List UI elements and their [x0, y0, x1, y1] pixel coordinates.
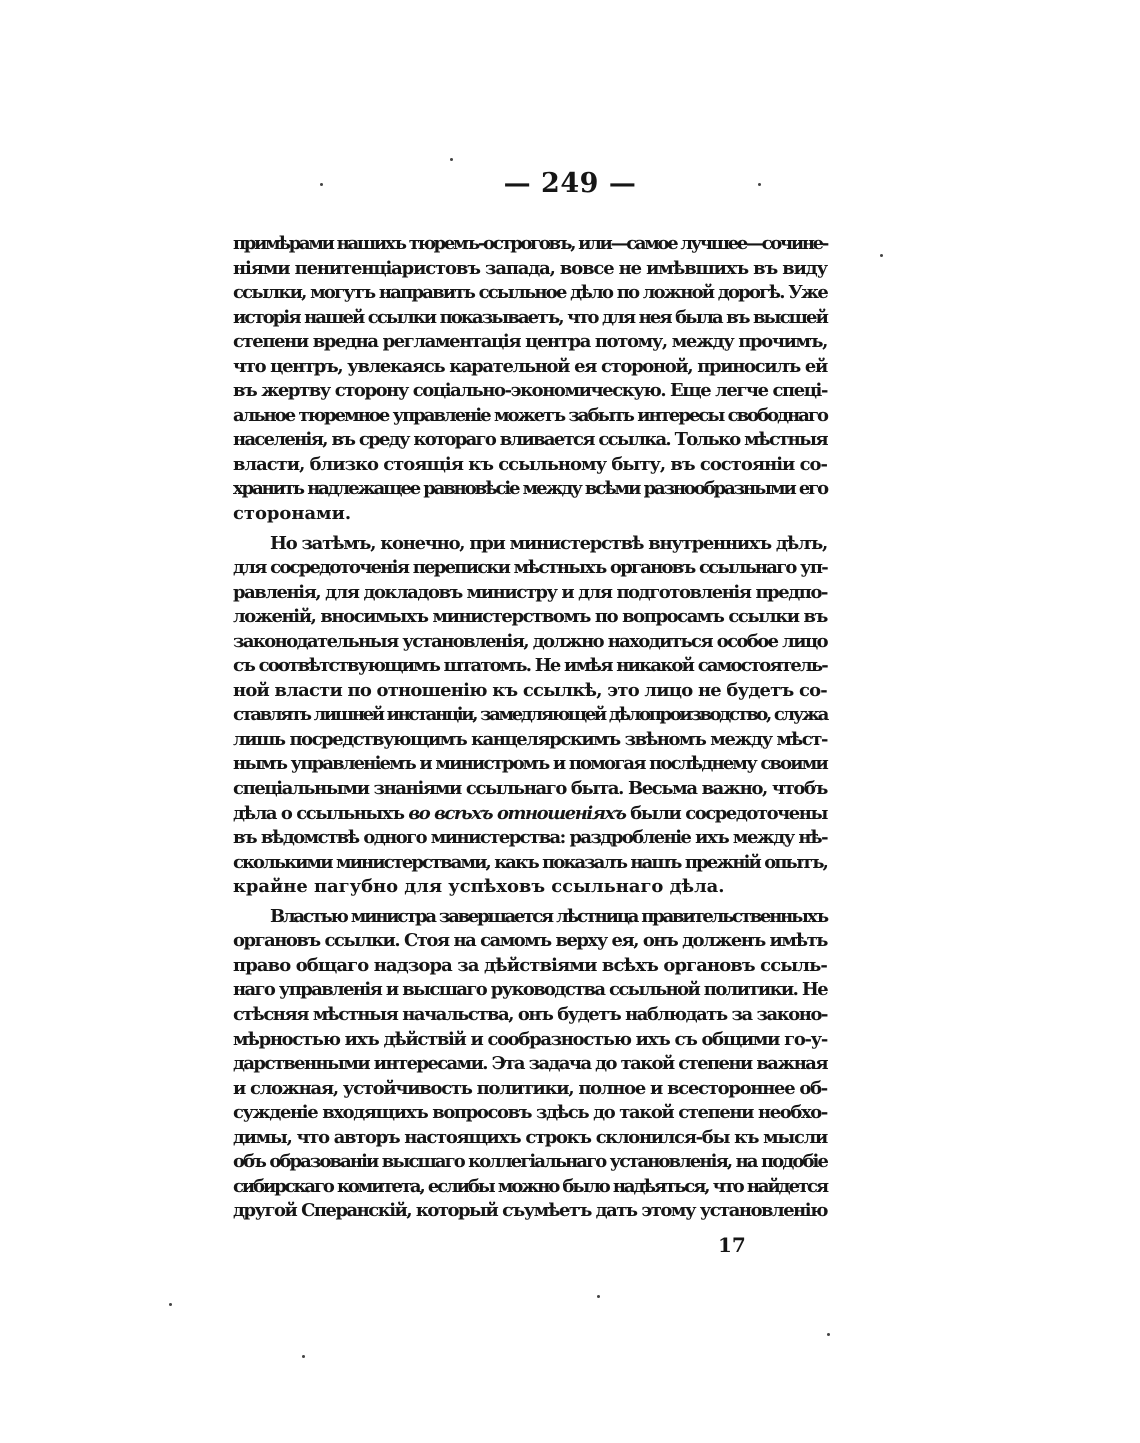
signature-mark: 17 — [718, 1233, 746, 1257]
text-line: наго управленія и высшаго руководства ссыльной политики. Не — [233, 979, 827, 1001]
text-line: ссылки, могутъ направить ссыльное дѣло по ложной дорогѣ. Уже — [233, 282, 827, 304]
text-line: спеціальными знаніями ссыльнаго быта. Весьма важно, чтобъ — [233, 778, 827, 800]
text-line: хранить надлежащее равновѣсіе между всѣми разнообразными его — [233, 478, 827, 500]
text-line: равленія, для докладовъ министру и для подготовленія предпо- — [233, 581, 827, 603]
text-line: другой Сперанскій, который съумѣетъ дать этому установленію — [233, 1200, 827, 1222]
text-line: исторія нашей ссылки показываетъ, что для нея была въ высшей — [233, 306, 827, 328]
body-text — [233, 232, 827, 1224]
text-line: мѣрностью ихъ дѣйствій и сообразностью ихъ съ общими го-у- — [233, 1028, 827, 1050]
text-line: дарственными интересами. Эта задача до такой степени важная — [233, 1053, 827, 1075]
text-line: ной власти по отношенію къ ссылкѣ, это лицо не будетъ со- — [233, 679, 827, 701]
text-line-mixed — [233, 802, 827, 827]
text-line: законодательныя установленія, должно находиться особое лицо — [233, 630, 827, 652]
text-line: крайне пагубно для успѣховъ ссыльнаго дѣла. — [233, 876, 725, 898]
text-line: объ образованіи высшаго коллегіальнаго установленія, на подобіе — [233, 1151, 827, 1173]
text-line: съ соотвѣтствующимъ штатомъ. Не имѣя никакой самостоятель- — [233, 655, 827, 677]
text-line: и сложная, устойчивость политики, полное и всестороннее об- — [233, 1077, 827, 1099]
print-speck — [169, 1303, 172, 1306]
text-line: нымъ управленіемъ и министромъ и помогая послѣднему своими — [233, 753, 827, 775]
text-line: сторонами. — [233, 503, 352, 525]
text-line: степени вредна регламентація центра потому, между прочимъ, — [233, 331, 827, 353]
print-speck — [450, 158, 453, 161]
text-line: органовъ ссылки. Стоя на самомъ верху ея, онъ долженъ имѣть — [233, 930, 827, 952]
page-number: — 249 — — [503, 168, 637, 199]
print-speck — [597, 1295, 600, 1298]
text-fragment: дѣла о ссыльныхъ — [233, 802, 404, 824]
print-speck — [880, 254, 883, 257]
text-line: лишь посредствующимъ канцелярскимъ звѣномъ между мѣст- — [233, 728, 827, 750]
text-line: ніями пенитенціаристовъ запада, вовсе не имѣвшихъ въ виду — [233, 257, 827, 279]
text-line: ставлять лишней инстанціи, замедляющей дѣлопроизводство, служа — [233, 704, 827, 726]
text-line: альное тюремное управленіе можетъ забыть интересы свободнаго — [233, 404, 827, 426]
text-line: власти, близко стоящія къ ссыльному быту, въ состояніи со- — [233, 453, 827, 475]
text-line: сужденіе входящихъ вопросовъ здѣсь до такой степени необхо- — [233, 1102, 827, 1124]
print-speck — [758, 183, 761, 186]
text-fragment: были сосредоточены — [630, 802, 827, 824]
text-line: ложеній, вносимыхъ министерствомъ по вопросамъ ссылки въ — [233, 606, 827, 628]
text-line: стѣсняя мѣстныя начальства, онъ будетъ наблюдать за законо- — [233, 1003, 827, 1025]
text-line: сколькими министерствами, какъ показалъ нашъ прежній опытъ, — [233, 851, 827, 873]
text-line: въ жертву сторону соціально-экономическую. Еще легче спеці- — [233, 380, 827, 402]
text-line: населенія, въ среду котораго вливается ссылка. Только мѣстныя — [233, 429, 827, 451]
text-line: примѣрами нашихъ тюремъ-остроговъ, или—самое лучшее—сочине- — [233, 233, 828, 254]
print-speck — [827, 1333, 830, 1336]
text-line: что центръ, увлекаясь карательной ея стороной, приносилъ ей — [233, 355, 827, 377]
text-line: сибирскаго комитета, еслибы можно было надѣяться, что найдется — [233, 1175, 827, 1197]
text-line: димы, что авторъ настоящихъ строкъ склонился-бы къ мысли — [233, 1126, 827, 1148]
paragraph-start: Но затѣмъ, конечно, при министерствѣ внутреннихъ дѣлъ, — [270, 532, 827, 554]
text-line: право общаго надзора за дѣйствіями всѣхъ органовъ ссыль- — [233, 954, 827, 976]
print-speck — [302, 1355, 305, 1358]
italic-emphasis: во всѣхъ отношеніяхъ — [408, 802, 626, 824]
paragraph-start: Властью министра завершается лѣстница правительственныхъ — [270, 905, 827, 927]
text-line: въ вѣдомствѣ одного министерства: раздробленіе ихъ между нѣ- — [233, 827, 827, 849]
print-speck — [320, 183, 323, 186]
text-line: для сосредоточенія переписки мѣстныхъ органовъ ссыльнаго уп- — [233, 557, 827, 579]
